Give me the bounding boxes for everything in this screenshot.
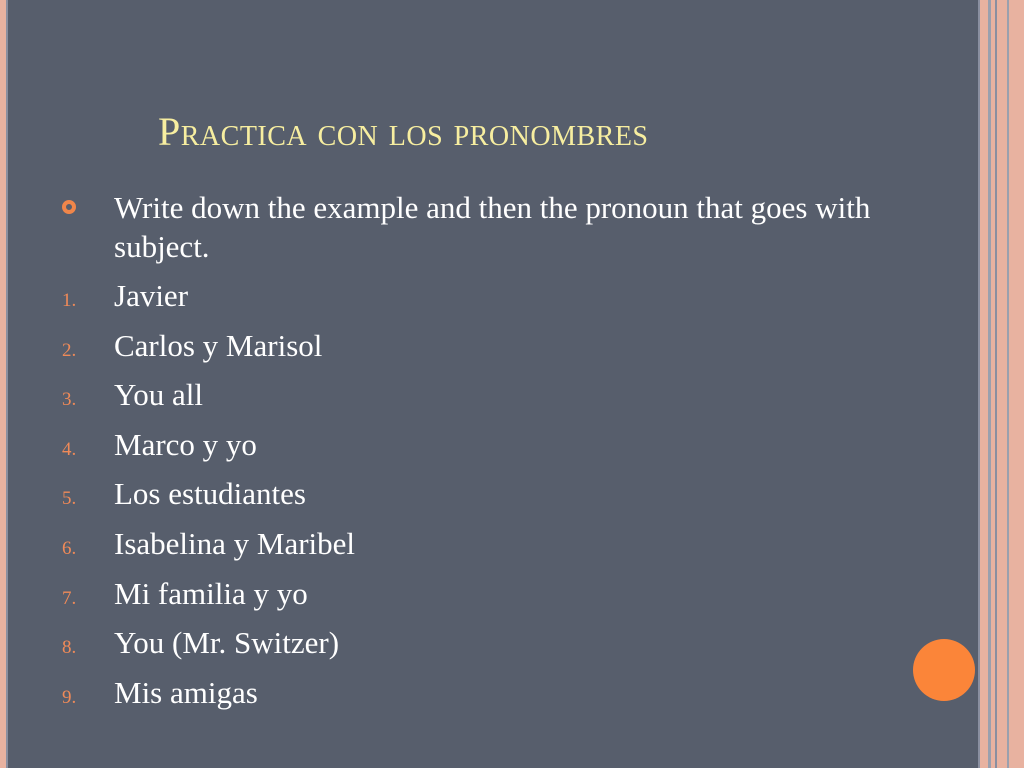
list-item-number: 5. [62, 488, 77, 509]
list-item: Marco y yo [114, 427, 257, 462]
ring-bullet-icon [62, 200, 76, 214]
list-item: You all [114, 377, 204, 412]
list-item-number: 3. [62, 389, 77, 410]
list-item-number: 2. [62, 340, 77, 361]
border-band [1009, 0, 1024, 768]
list-item: Isabelina y Maribel [114, 526, 356, 561]
slide-title: Practica con los pronombres [158, 109, 649, 154]
list-item-number: 1. [62, 290, 77, 311]
list-item-number: 6. [62, 538, 77, 559]
border-band [980, 0, 988, 768]
list-item-number: 8. [62, 637, 77, 658]
list-item-number: 4. [62, 439, 77, 460]
border-band [997, 0, 1007, 768]
list-item: Mis amigas [114, 675, 258, 710]
list-item: Mi familia y yo [114, 576, 308, 611]
right-decorative-border [978, 0, 1024, 768]
list-item: Los estudiantes [114, 476, 306, 511]
list-item-number: 9. [62, 687, 77, 708]
list-item: You (Mr. Switzer) [114, 625, 340, 660]
list-item: Javier [114, 278, 189, 313]
list-item: Carlos y Marisol [114, 328, 323, 363]
orange-circle-icon [913, 639, 975, 701]
intro-text: Write down the example and then the pronoun that goes with subject. [114, 190, 871, 264]
list-item-number: 7. [62, 588, 77, 609]
